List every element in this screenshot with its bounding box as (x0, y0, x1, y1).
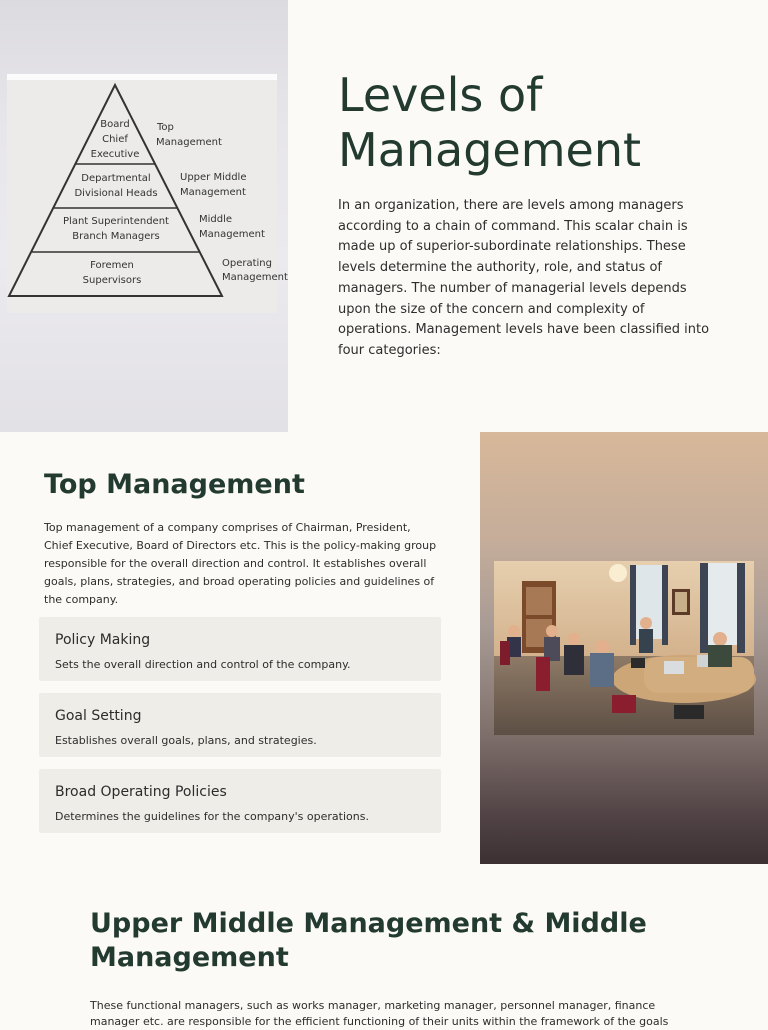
pyramid-diagram (7, 80, 288, 313)
page-title: Levels of Management (338, 68, 642, 177)
pyramid-level-4-right-line-2: Management (222, 272, 288, 283)
pyramid-level-2-left-line-1: Departmental (81, 173, 151, 184)
card-title: Broad Operating Policies (55, 784, 227, 800)
pyramid-level-4-right-line-1: Operating (222, 258, 272, 269)
upper-middle-management-paragraph: These functional managers, such as works manager, marketing manager, personnel manager, finance manager etc. are responsible for the efficient functioning of their units within the framework of the goals (90, 999, 669, 1028)
pyramid-level-1-right-line-1: Top (157, 122, 174, 133)
top-management-heading: Top Management (44, 469, 305, 500)
card-text: Determines the guidelines for the company's operations. (55, 810, 369, 823)
hero-image-panel (0, 0, 288, 432)
card-title: Goal Setting (55, 708, 142, 724)
broad-operating-policies-card (39, 769, 441, 833)
pyramid-level-3-right-line-1: Middle (199, 214, 233, 225)
intro-paragraph: In an organization, there are levels among managers according to a chain of command. This scalar chain is made up of superior-subordinate relationships. These levels determine the authority, role, and status of managers. The number of managerial levels depends upon the size of the concern and complexity of operations. Management levels have been classified into four categories: (338, 198, 710, 358)
pyramid-level-1-left-line-2: Chief (102, 134, 128, 145)
pyramid-level-1-left-line-3: Executive (90, 149, 140, 160)
pyramid-level-3-left-line-1: Plant Superintendent (63, 216, 169, 227)
meeting-image-panel (480, 432, 768, 864)
pyramid-level-1-left-line-1: Board (100, 119, 130, 130)
pyramid-level-2-right-line-1: Upper Middle (180, 172, 247, 183)
card-text: Sets the overall direction and control of the company. (55, 658, 351, 671)
pyramid-level-3-right-line-2: Management (199, 229, 265, 240)
card-title: Policy Making (55, 632, 151, 648)
pyramid-level-4-left-line-2: Supervisors (82, 275, 142, 286)
management-pyramid-image (7, 74, 288, 313)
pyramid-level-2-right-line-2: Management (180, 187, 246, 198)
policy-making-card (39, 617, 441, 681)
card-text: Establishes overall goals, plans, and strategies. (55, 734, 317, 747)
goal-setting-card (39, 693, 441, 757)
pyramid-level-3-left-line-2: Branch Managers (72, 231, 160, 242)
pyramid-level-2-left-line-2: Divisional Heads (74, 188, 158, 199)
meeting-photo-illustration (494, 561, 754, 735)
upper-middle-management-heading: Upper Middle Management & Middle Management (90, 908, 647, 973)
pyramid-level-4-left-line-1: Foremen (90, 260, 134, 271)
top-management-paragraph: Top management of a company comprises of Chairman, President, Chief Executive, Board of Directors etc. This is the policy-making group responsible for the overall direction and control. It establishes overall goals, plans, strategies, and broad operating policies and guidelines of the company. (44, 521, 437, 606)
pyramid-level-1-right-line-2: Management (156, 137, 222, 148)
meeting-photo (494, 561, 754, 735)
